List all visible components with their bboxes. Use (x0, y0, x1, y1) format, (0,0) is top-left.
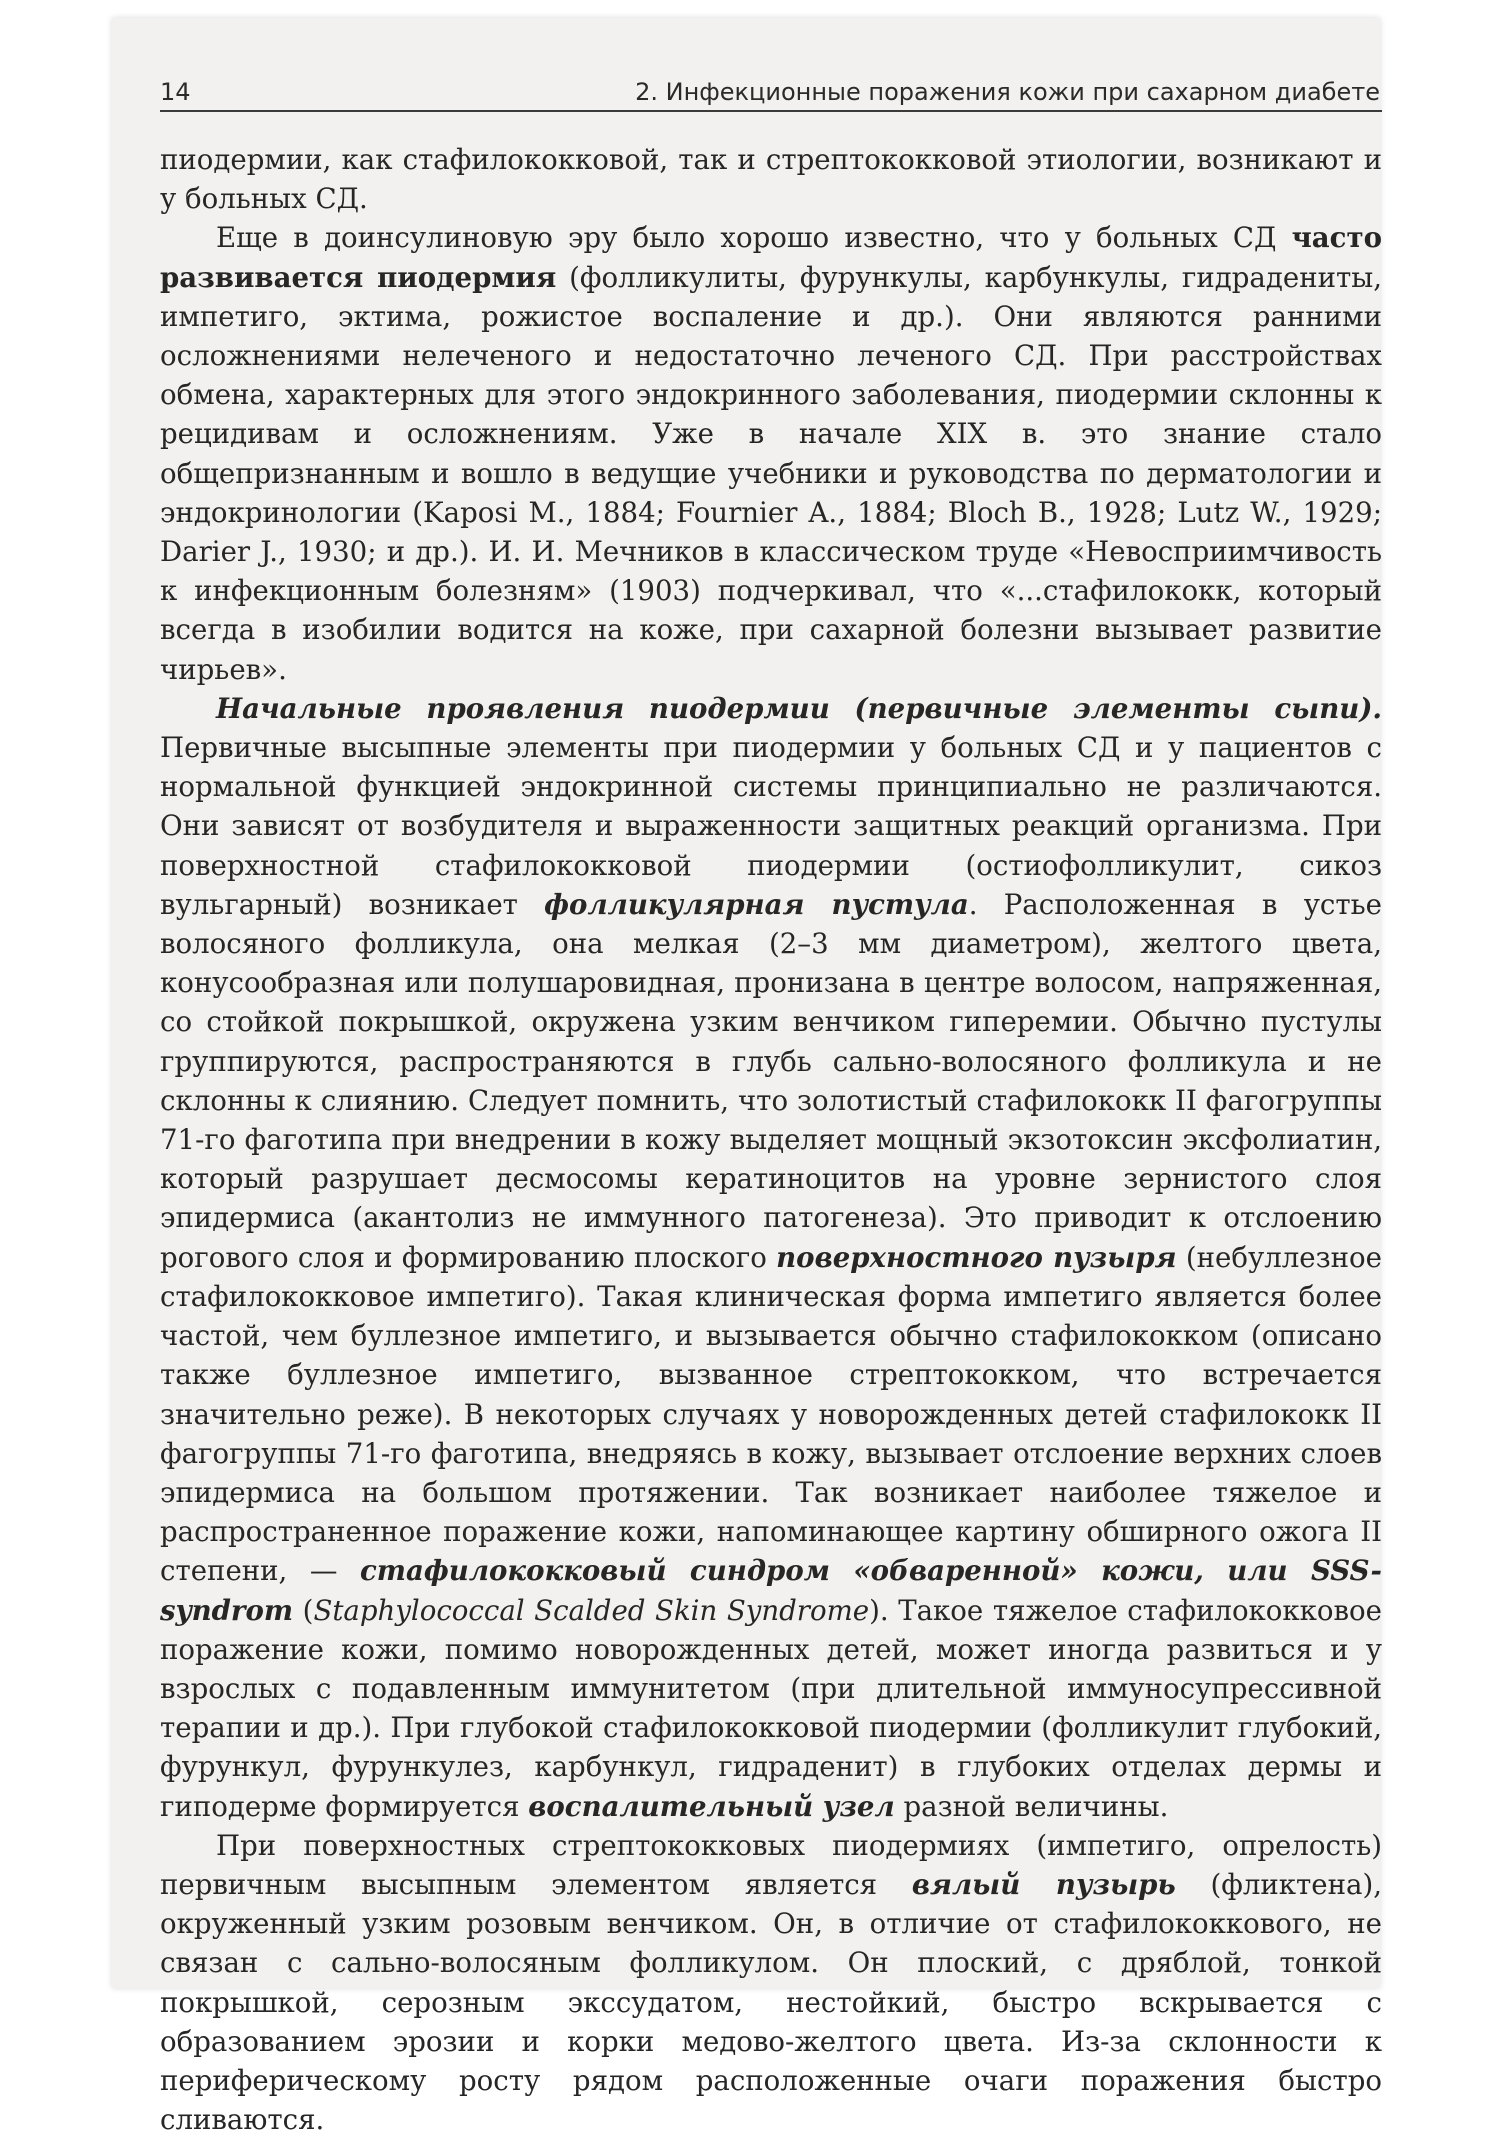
body-text (160, 140, 1382, 2139)
bold-term: воспалительный узел (528, 1789, 895, 1823)
paragraph: Еще в доинсулиновую эру было хорошо известно, что у больных СД часто развивается пиодермия (фолликулиты, фурункулы, карбункулы, гидрадениты, импетиго, эктима, рожистое воспаление и др.). Они являются ранними осложнениями нелеченого и недостаточно леченого СД. При расстройствах обмена, характерных для этого эндокринного заболевания, пиодермии склонны к рецидивам и осложнениям. Уже в начале XIX в. это знание стало общепризнанным и вошло в ведущие учебники и руководства по дерматологии и эндокринологии (Kaposi M., 1884; Fournier A., 1884; Bloch B., 1928; Lutz W., 1929; Darier J., 1930; и др.). И. И. Мечников в классическом труде «Невосприимчивость к инфекционным болезням» (1903) подчеркивал, что «...стафилококк, который всегда в изобилии водится на коже, при сахарной болезни вызывает развитие чирьев». (160, 221, 1382, 686)
paragraph: пиодермии, как стафилококковой, так и стрептококковой этиологии, возникают и у больных СД. (160, 143, 1382, 216)
bold-term: фолликулярная пустула (544, 887, 969, 921)
running-title: 2. Инфекционные поражения кожи при сахарном диабете (635, 78, 1380, 106)
page-number: 14 (160, 78, 191, 106)
paragraph: При поверхностных стрептококковых пиодермиях (импетиго, опрелость) первичным высыпным элементом является вялый пузырь (фликтена), окруженный узким розовым венчиком. Он, в отличие от стафилококкового, не связан с сально-волосяным фолликулом. Он плоский, с дряблой, тонкой покрышкой, серозным экссудатом, нестойкий, быстро вскрывается с образованием эрозии и корки медово-желтого цвета. Из-за склонности к периферическому росту рядом расположенные очаги поражения быстро сливаются. (160, 1828, 1382, 2137)
page-header (160, 70, 1380, 112)
italic-term: Staphylococcal Scalded Skin Syndrome (313, 1593, 870, 1627)
section-lead: Начальные проявления пиодермии (первичные элементы сыпи). (216, 691, 1382, 725)
paragraph: Начальные проявления пиодермии (первичные элементы сыпи). Первичные высыпные элементы при пиодермии у больных СД и у пациентов с нормальной функцией эндокринной системы принципиально не различаются. Они зависят от возбудителя и выраженности защитных реакций организма. При поверхностной стафилококковой пиодермии (остиофолликулит, сикоз вульгарный) возникает фолликулярная пустула. Расположенная в устье волосяного фолликула, она мелкая (2–3 мм диаметром), желтого цвета, конусообразная или полушаровидная, пронизана в центре волосом, напряженная, со стойкой покрышкой, окружена узким венчиком гиперемии. Обычно пустулы группируются, распространяются в глубь сально-волосяного фолликула и не склонны к слиянию. Следует помнить, что золотистый стафилококк II фагогруппы 71-го фаготипа при внедрении в кожу выделяет мощный экзотоксин эксфолиатин, который разрушает десмосомы кератиноцитов на уровне зернистого слоя эпидермиса (акантолиз не иммунного патогенеза). Это приводит к отслоению рогового слоя и формированию плоского поверхностного пузыря (небуллезное стафилококковое импетиго). Такая клиническая форма импетиго является более частой, чем буллезное импетиго, и вызывается обычно стафилококком (описано также буллезное импетиго, вызванное стрептококком, что встречается значительно реже). В некоторых случаях у новорожденных детей стафилококк II фагогруппы 71-го фаготипа, внедряясь в кожу, вызывает отслоение верхних слоев эпидермиса на большом протяжении. Так возникает наиболее тяжелое и распространенное поражение кожи, напоминающее картину обширного ожога II степени, — стафилококковый синдром «обваренной» кожи, или SSS-syndrom (Staphylococcal Scalded Skin Syndrome). Такое тяжелое стафилококковое поражение кожи, помимо новорожденных детей, может иногда развиться и у взрослых с подавленным иммунитетом (при длительной иммуносупрессивной терапии и др.). При глубокой стафилококковой пиодермии (фолликулит глубокий, фурункул, фурункулез, карбункул, гидраденит) в глубоких отделах дермы и гиподерме формируется воспалительный узел разной величины. (160, 691, 1383, 1823)
bold-term: вялый пузырь (911, 1867, 1176, 1901)
bold-term: часто развивается пиодермия (160, 221, 1382, 294)
header-rule (160, 110, 1382, 112)
bold-term: стафилококковый синдром «обваренной» кожи, или SSS-syndrom (160, 1554, 1382, 1627)
bold-term: поверхностного пузыря (776, 1240, 1177, 1274)
